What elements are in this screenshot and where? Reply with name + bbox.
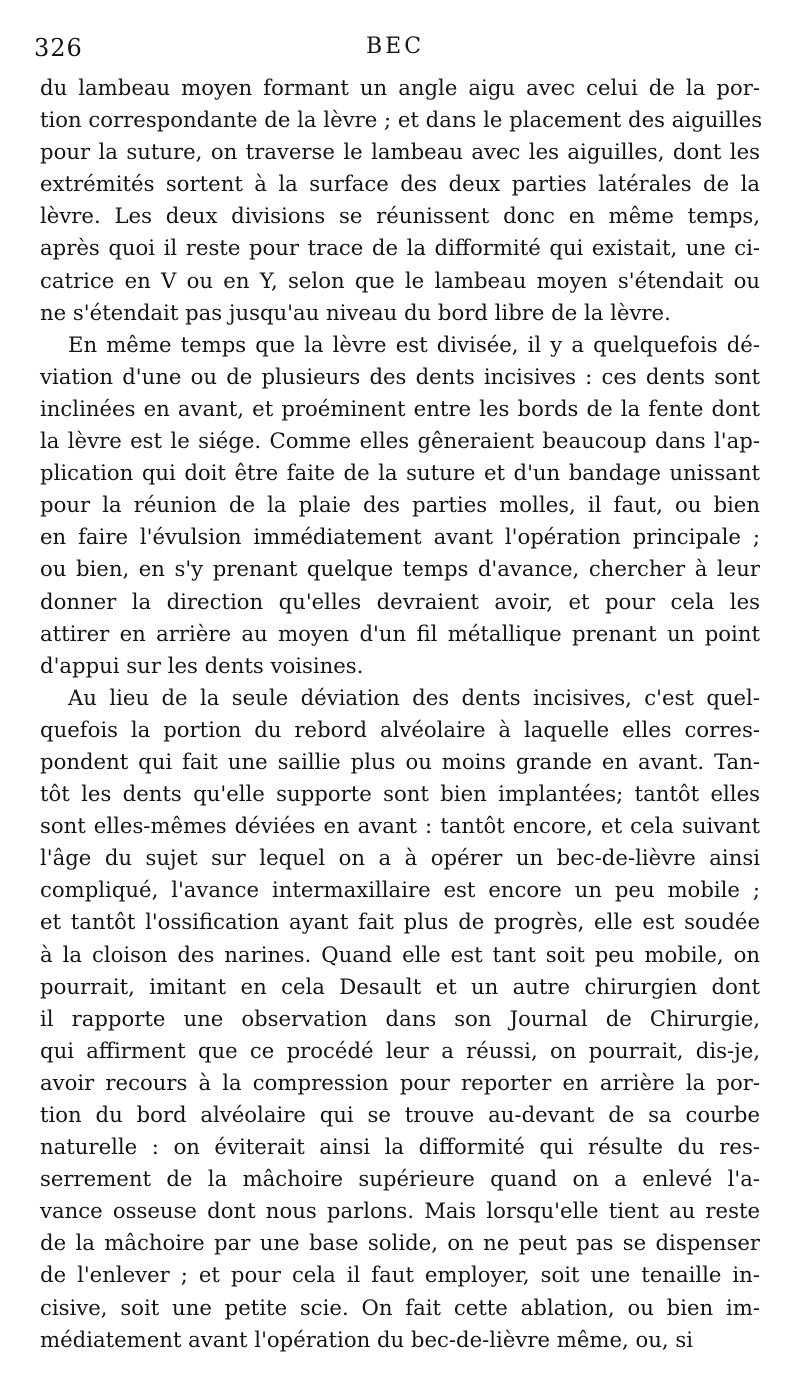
text-line: tôt les dents qu'elle supporte sont bien implantées; tantôt elles (40, 781, 760, 807)
page-header (34, 34, 756, 64)
text-line: du lambeau moyen formant un angle aigu avec celui de la por- (40, 75, 760, 100)
text-line: vance osseuse dont nous parlons. Mais lorsqu'elle tient au reste (40, 1198, 760, 1224)
text-line: ou bien, en s'y prenant quelque temps d'avance, chercher à leur (40, 556, 760, 582)
text-line: compliqué, l'avance intermaxillaire est encore un peu mobile ; (40, 877, 760, 903)
text-line: d'appui sur les dents voisines. (40, 652, 364, 678)
text-line: pour la suture, on traverse le lambeau avec les aiguilles, dont les (40, 139, 760, 165)
text-line: lèvre. Les deux divisions se réunissent donc en même temps, (40, 203, 760, 229)
text-line: viation d'une ou de plusieurs des dents incisives : ces dents sont (40, 363, 760, 389)
text-line: extrémités sortent à la surface des deux parties latérales de la (40, 171, 760, 197)
text-line: catrice en V ou en Y, selon que le lambeau moyen s'étendait ou (40, 267, 760, 293)
text-line: Au lieu de la seule déviation des dents incisives, c'est quel- (68, 684, 760, 710)
text-line: qui affirment que ce procédé leur a réussi, on pourrait, dis-je, (40, 1037, 760, 1063)
text-line: serrement de la mâchoire supérieure quand on a enlevé l'a- (40, 1166, 760, 1192)
text-line: En même temps que la lèvre est divisée, il y a quelquefois dé- (68, 331, 760, 357)
running-head: BEC (365, 34, 425, 59)
text-line: de l'enlever ; et pour cela il faut employer, soit une tenaille in- (40, 1262, 760, 1288)
text-line: il rapporte une observation dans son Journal de Chirurgie, (40, 1005, 760, 1031)
text-line: l'âge du sujet sur lequel on a à opérer un bec-de-lièvre ainsi (40, 845, 760, 871)
text-line: donner la direction qu'elles devraient avoir, et pour cela les (40, 588, 760, 614)
text-line: pour la réunion de la plaie des parties molles, il faut, ou bien (40, 492, 760, 518)
text-line: quefois la portion du rebord alvéolaire à laquelle elles corres- (40, 716, 760, 742)
text-line: inclinées en avant, et proéminent entre les bords de la fente dont (40, 395, 760, 421)
text-line: en faire l'évulsion immédiatement avant l'opération principale ; (40, 524, 760, 550)
text-line: plication qui doit être faite de la suture et d'un bandage unissant (40, 460, 760, 486)
text-line: sont elles-mêmes déviées en avant : tantôt encore, et cela suivant (40, 813, 760, 839)
text-line: la lèvre est le siége. Comme elles gêneraient beaucoup dans l'ap- (40, 428, 760, 454)
text-line: à la cloison des narines. Quand elle est tant soit peu mobile, on (40, 941, 760, 967)
paragraph (40, 682, 760, 1356)
text-line: après quoi il reste pour trace de la difformité qui existait, une ci- (40, 235, 760, 261)
text-line: ne s'étendait pas jusqu'au niveau du bord libre de la lèvre. (40, 299, 671, 325)
text-line: tion correspondante de la lèvre ; et dans le placement des aiguilles (40, 107, 763, 133)
text-line: cisive, soit une petite scie. On fait cette ablation, ou bien im- (40, 1294, 760, 1320)
text-line: avoir recours à la compression pour reporter en arrière la por- (40, 1069, 760, 1095)
body-text (40, 72, 763, 1356)
text-line: attirer en arrière au moyen d'un fil métallique prenant un point (40, 620, 760, 646)
text-line: pondent qui fait une saillie plus ou moins grande en avant. Tan- (40, 748, 760, 774)
paragraph (40, 72, 763, 329)
text-line: naturelle : on éviterait ainsi la difformité qui résulte du res- (40, 1134, 760, 1160)
text-line: de la mâchoire par une base solide, on ne peut pas se dispenser (40, 1230, 760, 1256)
paragraph (40, 329, 760, 682)
text-line: pourrait, imitant en cela Desault et un autre chirurgien dont (40, 973, 760, 999)
text-line: médiatement avant l'opération du bec-de-lièvre même, ou, si (40, 1326, 693, 1352)
text-line: tion du bord alvéolaire qui se trouve au-devant de sa courbe (40, 1102, 760, 1127)
page-number: 326 (34, 34, 83, 62)
text-line: et tantôt l'ossification ayant fait plus de progrès, elle est soudée (40, 909, 760, 935)
